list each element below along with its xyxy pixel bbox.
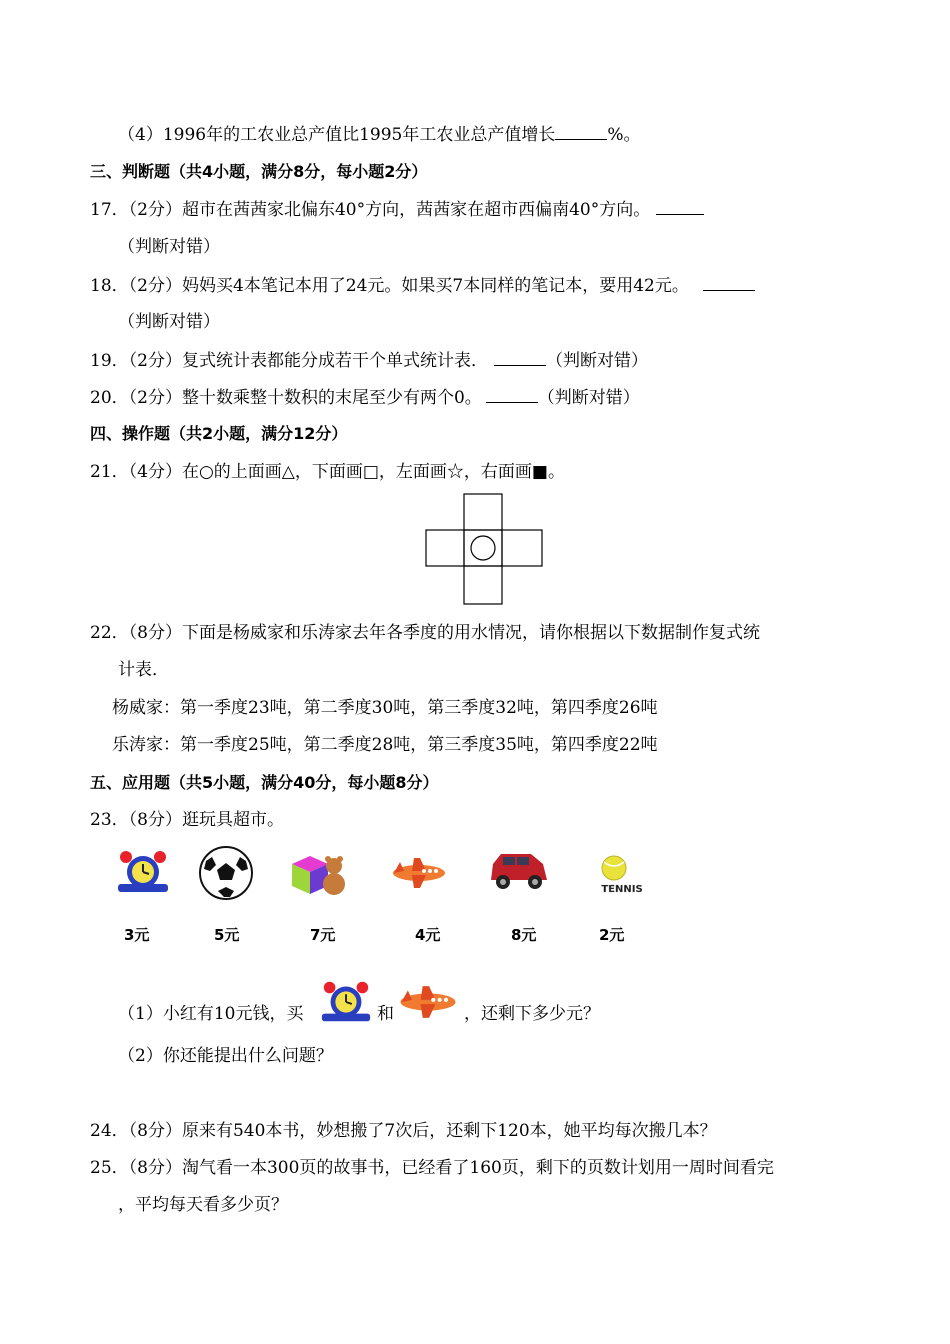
question-19	[90, 349, 648, 372]
question-18	[90, 274, 755, 297]
question-25	[90, 1157, 774, 1179]
question-text: （8分）逛玩具超市。	[128, 810, 284, 830]
question-number: 17．	[90, 200, 129, 220]
question-number: 24．	[90, 1121, 129, 1141]
toy-airplane-icon	[390, 856, 448, 890]
question-text: （8分）淘气看一本300页的故事书，已经看了160页，剩下的页数计划用一周时间看完	[128, 1158, 774, 1178]
answer-blank[interactable]	[486, 386, 538, 403]
question-23-sub1-prefix: （1）小红有10元钱，买	[118, 1004, 304, 1024]
question-number: 19．	[90, 351, 129, 371]
toy-airplane-icon	[397, 984, 459, 1020]
grid-cell-left[interactable]	[426, 530, 464, 566]
question-text: （2分）妈妈买4本笔记本用了24元。如果买7本同样的笔记本，要用42元。	[128, 276, 689, 296]
price-label: 7元	[310, 926, 336, 944]
alarm-clock-icon	[114, 850, 172, 894]
price-label: 2元	[599, 926, 625, 944]
tennis-ball-icon	[592, 852, 654, 898]
q16-part4-suffix: %。	[607, 125, 641, 145]
yang-family-data: 杨威家：第一季度23吨，第二季度30吨，第三季度32吨，第四季度26吨	[112, 698, 658, 718]
question-number: 20．	[90, 388, 129, 408]
answer-blank[interactable]	[555, 123, 607, 140]
circle-icon	[471, 536, 495, 560]
price-label: 4元	[415, 926, 441, 944]
answer-blank[interactable]	[703, 274, 755, 291]
question-number: 18．	[90, 276, 129, 296]
cross-grid-figure	[422, 493, 546, 607]
price-label: 5元	[214, 926, 240, 944]
answer-blank[interactable]	[494, 349, 546, 366]
question-20	[90, 386, 640, 409]
question-23-sub1-and: 和	[377, 1004, 394, 1024]
question-note: （判断对错）	[545, 351, 648, 371]
grid-cell-top[interactable]	[464, 494, 502, 530]
question-text: （2分）超市在茜茜家北偏东40°方向，茜茜家在超市西偏南40°方向。	[128, 200, 651, 220]
question-number: 25．	[90, 1158, 129, 1178]
question-text: （2分）整十数乘整十数积的末尾至少有两个0。	[128, 388, 482, 408]
grid-cell-right[interactable]	[502, 530, 542, 566]
question-21	[90, 461, 565, 483]
toy-car-icon	[487, 850, 551, 894]
alarm-clock-icon	[318, 980, 374, 1024]
price-label: 3元	[124, 926, 150, 944]
question-23-sub2: （2）你还能提出什么问题？	[118, 1046, 333, 1066]
question-22-cont: 计表．	[118, 660, 169, 680]
le-family-data: 乐涛家：第一季度25吨，第二季度28吨，第三季度35吨，第四季度22吨	[112, 735, 658, 755]
question-text: （8分）下面是杨威家和乐涛家去年各季度的用水情况，请你根据以下数据制作复式统	[128, 623, 760, 643]
question-text: （8分）原来有540本书，妙想搬了7次后，还剩下120本，她平均每次搬几本？	[128, 1121, 717, 1141]
question-23-sub1-suffix: ，还剩下多少元？	[464, 1004, 600, 1024]
tennis-label: TENNIS	[601, 884, 643, 895]
section-title: 三、判断题（共4小题，满分8分，每小题2分）	[90, 162, 428, 181]
question-number: 23．	[90, 810, 129, 830]
question-note: （判断对错）	[537, 388, 640, 408]
answer-blank[interactable]	[656, 198, 704, 215]
question-22	[90, 622, 760, 644]
q16-part4	[118, 123, 641, 146]
question-17-note: （判断对错）	[118, 237, 220, 257]
question-23	[90, 809, 284, 831]
question-17	[90, 198, 704, 221]
section-title: 五、应用题（共5小题，满分40分，每小题8分）	[90, 773, 439, 792]
question-number: 21．	[90, 462, 129, 482]
toy-blocks-bear-icon	[288, 852, 350, 896]
question-number: 22．	[90, 623, 129, 643]
question-text: （2分）复式统计表都能分成若干个单式统计表．	[128, 351, 488, 371]
question-24	[90, 1120, 717, 1142]
section-title: 四、操作题（共2小题，满分12分）	[90, 424, 348, 443]
question-25-cont: ，平均每天看多少页？	[118, 1195, 288, 1215]
question-18-note: （判断对错）	[118, 312, 220, 332]
soccer-ball-icon	[198, 845, 254, 901]
price-label: 8元	[511, 926, 537, 944]
grid-cell-bottom[interactable]	[464, 566, 502, 604]
question-text: （4分）在○的上面画△，下面画□，左面画☆，右面画■。	[128, 462, 565, 482]
q16-part4-prefix: （4）1996年的工农业总产值比1995年工农业总产值增长	[118, 125, 556, 145]
